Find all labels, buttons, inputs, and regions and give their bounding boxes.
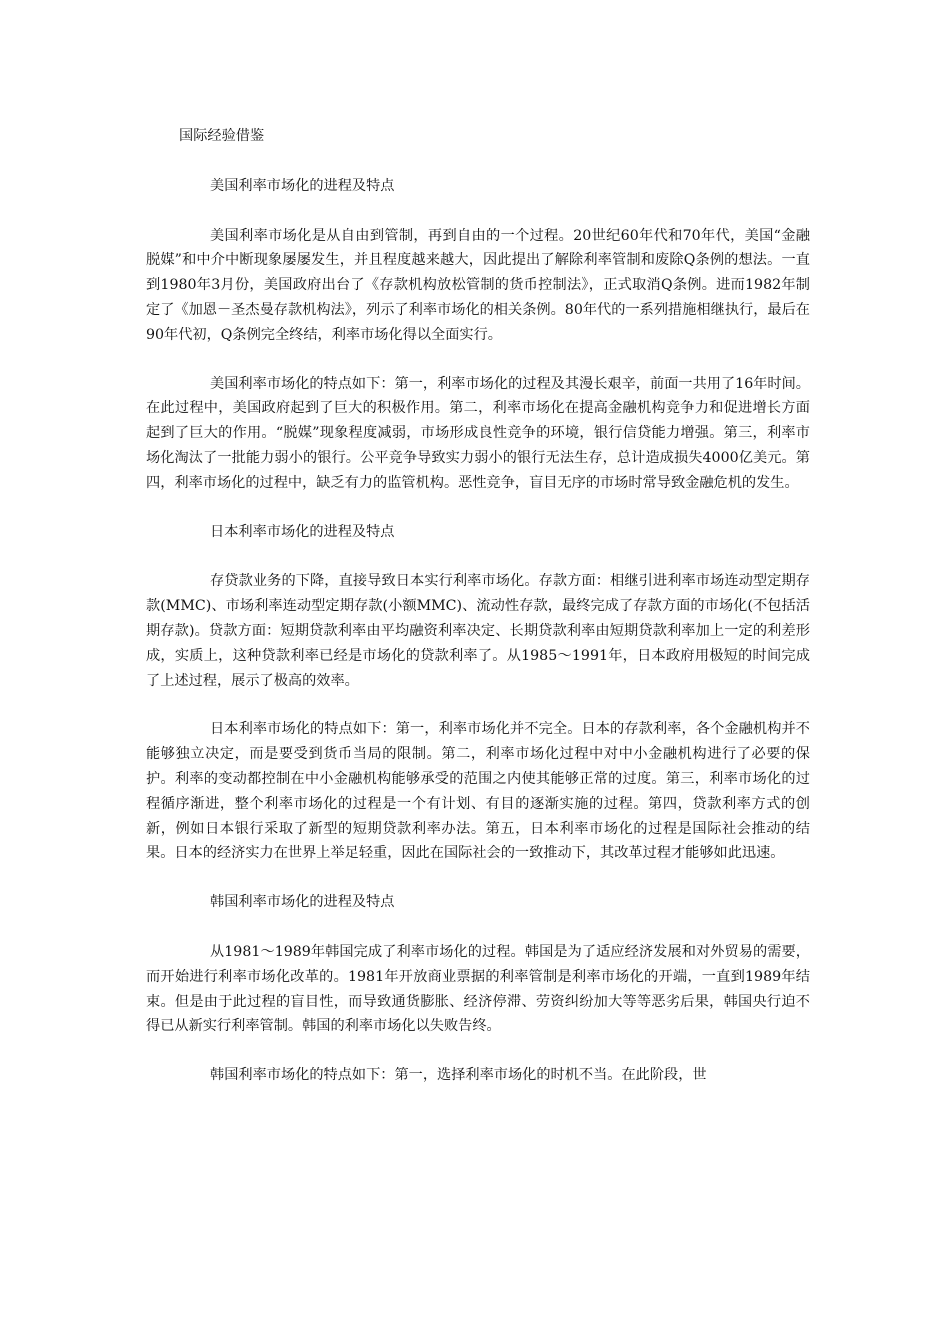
paragraph-usa-process: 美国利率市场化是从自由到管制，再到自由的一个过程。20世纪60年代和70年代，美国“金融脱媒”和中介中断现象屡屡发生，并且程度越来越大，因此提出了解除利率管制和废除Q条例的想法。一直到1980年3月份，美国政府出台了《存款机构放松管制的货币控制法》，正式取消Q条例。进而1982年制定了《加恩－圣杰曼存款机构法》，列示了利率市场化的相关条例。80年代的一系列措施相继执行，最后在90年代初，Q条例完全终结，利率市场化得以全面实行。 [146, 227, 810, 343]
paragraph-korea-process: 从1981～1989年韩国完成了利率市场化的过程。韩国是为了适应经济发展和对外贸易的需要，而开始进行利率市场化改革的。1981年开放商业票据的利率管制是利率市场化的开端，一直到1989年结束。但是由于此过程的盲目性，而导致通货膨胀、经济停滞、劳资纠纷加大等等恶劣后果，韩国央行迫不得已从新实行利率管制。韩国的利率市场化以失败告终。 [146, 943, 810, 1035]
paragraph-japan-process: 存贷款业务的下降，直接导致日本实行利率市场化。存款方面：相继引进利率市场连动型定期存款(MMC)、市场利率连动型定期存款(小额MMC)、流动性存款，最终完成了存款方面的市场化(不包括活期存款)。贷款方面：短期贷款利率由平均融资利率决定、长期贷款利率由短期贷款利率加上一定的利差形成，实质上，这种贷款利率已经是市场化的贷款利率了。从1985～1991年，日本政府用极短的时间完成了上述过程，展示了极高的效率。 [146, 573, 810, 689]
section-usa [146, 174, 810, 496]
paragraph-usa-features: 美国利率市场化的特点如下：第一，利率市场化的过程及其漫长艰辛，前面一共用了16年时间。在此过程中，美国政府起到了巨大的积极作用。第二，利率市场化在提高金融机构竞争力和促进增长方面起到了巨大的作用。“脱媒”现象程度减弱，市场形成良性竞争的环境，银行信贷能力增强。第三，利率市场化淘汰了一批能力弱小的银行。公平竞争导致实力弱小的银行无法生存，总计造成损失4000亿美元。第四，利率市场化的过程中，缺乏有力的监管机构。恶性竞争，盲目无序的市场时常导致金融危机的发生。 [146, 375, 810, 491]
paragraph-japan-features: 日本利率市场化的特点如下：第一，利率市场化并不完全。日本的存款利率，各个金融机构并不能够独立决定，而是要受到货币当局的限制。第二，利率市场化过程中对中小金融机构进行了必要的保护。利率的变动都控制在中小金融机构能够承受的范围之内使其能够正常的过度。第三，利率市场化的过程循序渐进，整个利率市场化的过程是一个有计划、有目的逐渐实施的过程。第四，贷款利率方式的创新，例如日本银行采取了新型的短期贷款利率办法。第五，日本利率市场化的过程是国际社会推动的结果。日本的经济实力在世界上举足轻重，因此在国际社会的一致推动下，其改革过程才能够如此迅速。 [146, 721, 810, 862]
section-heading-japan: 日本利率市场化的进程及特点 [210, 523, 395, 540]
section-korea [146, 890, 810, 1088]
document-page [146, 124, 810, 1112]
section-heading-usa: 美国利率市场化的进程及特点 [210, 177, 395, 194]
section-japan [146, 520, 810, 867]
paragraph-korea-features: 韩国利率市场化的特点如下：第一，选择利率市场化的时机不当。在此阶段，世 [210, 1067, 707, 1084]
document-title: 国际经验借鉴 [179, 128, 265, 144]
section-heading-korea: 韩国利率市场化的进程及特点 [210, 894, 395, 911]
